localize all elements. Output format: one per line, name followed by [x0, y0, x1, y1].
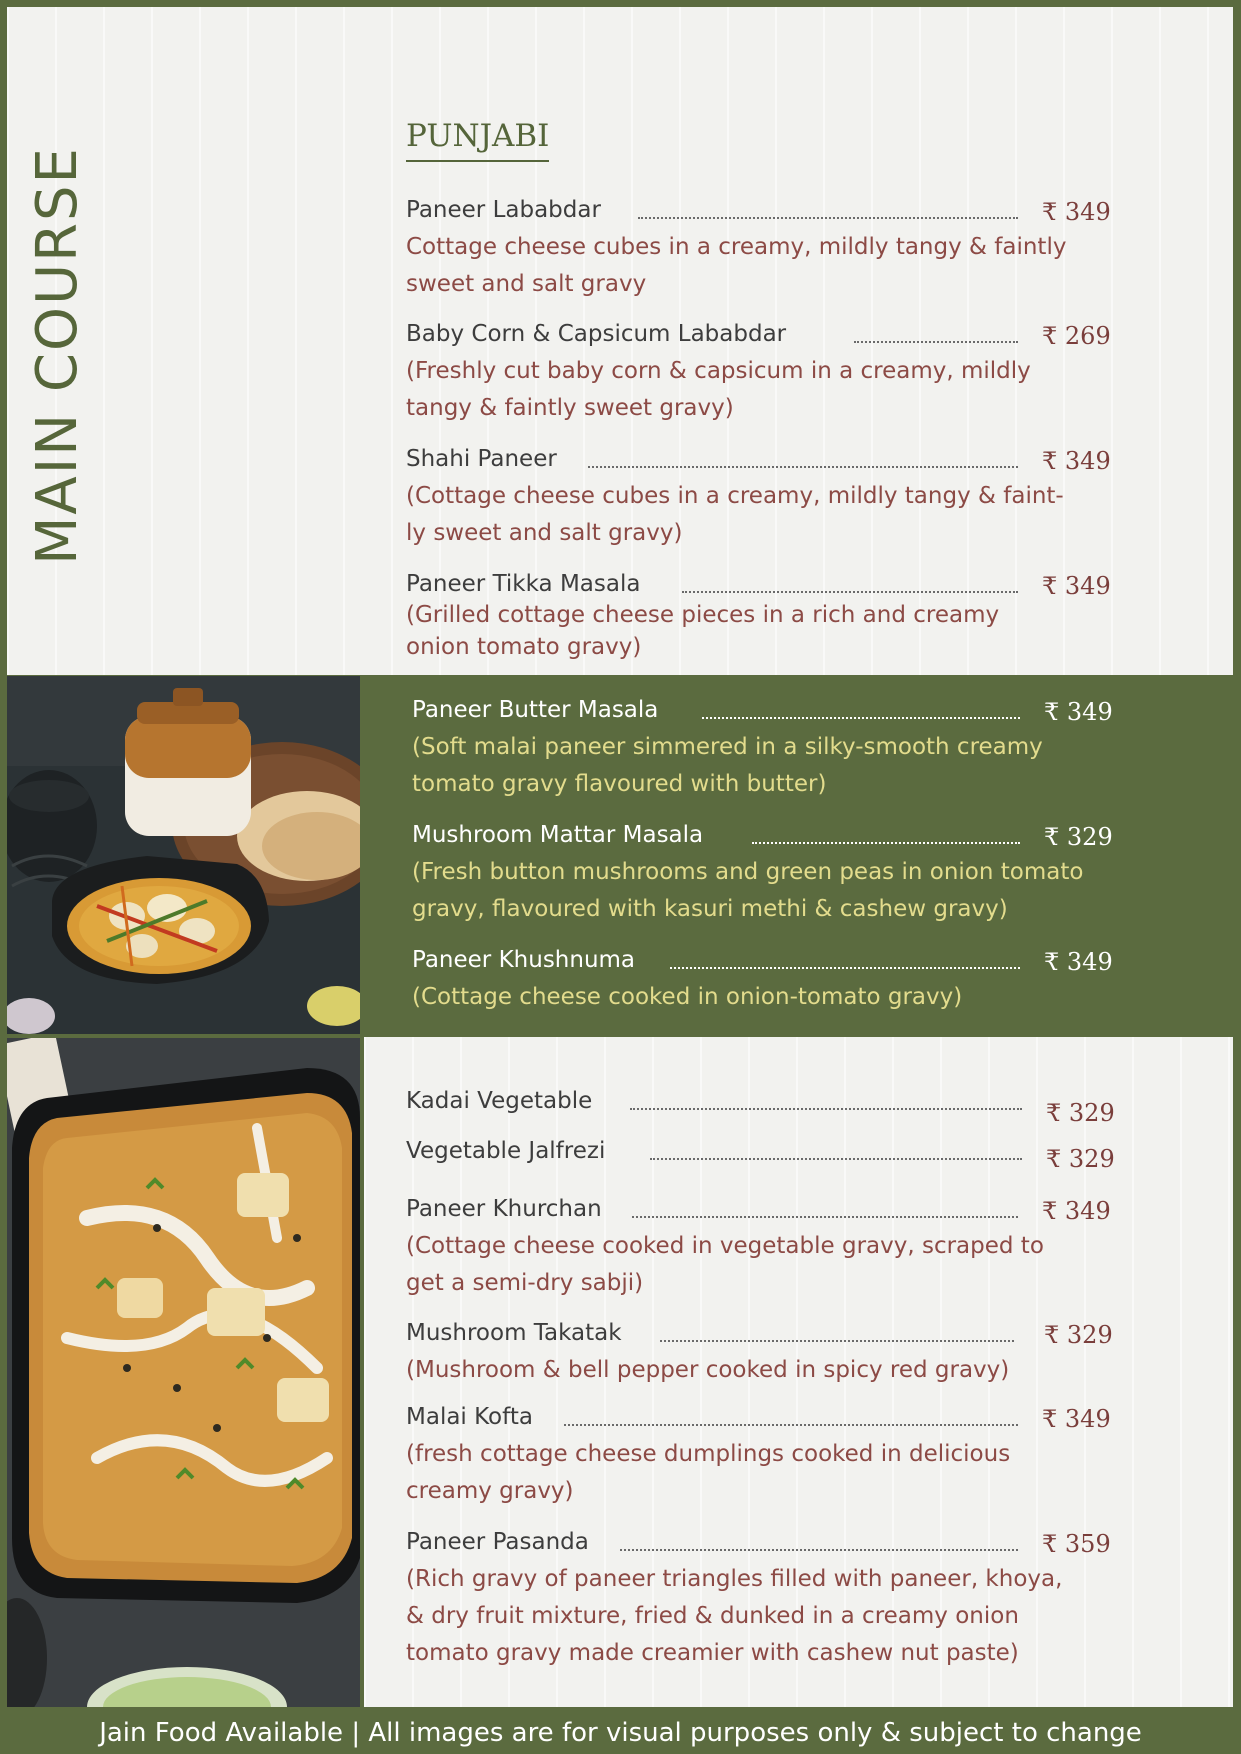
item-description	[406, 229, 1118, 303]
menu-item	[406, 444, 1118, 552]
item-name: Malai Kofta	[406, 1404, 533, 1430]
description-line: tomato gravy made creamier with cashew nut paste)	[406, 1640, 1019, 1666]
description-line: Cottage cheese cubes in a creamy, mildly tangy & faintly	[406, 234, 1067, 260]
menu-item	[406, 1086, 1118, 1127]
dot-leader	[632, 1206, 1018, 1218]
item-price: ₹ 329	[1046, 1145, 1115, 1173]
item-price: ₹ 359	[1042, 1530, 1111, 1558]
menu-item	[406, 1527, 1118, 1672]
item-price: ₹ 349	[1042, 572, 1111, 600]
item-description	[412, 854, 1124, 928]
menu-item	[412, 695, 1124, 803]
dot-leader	[660, 1330, 1014, 1342]
food-photo-curry-bowl	[7, 676, 360, 1034]
item-name: Mushroom Takatak	[406, 1320, 622, 1346]
page-title-container	[22, 80, 92, 630]
item-price: ₹ 329	[1044, 1321, 1113, 1349]
description-line: (Soft malai paneer simmered in a silky-smooth creamy	[412, 734, 1043, 760]
description-line: (Fresh button mushrooms and green peas in onion tomato	[412, 859, 1084, 885]
dot-leader	[620, 1539, 1018, 1551]
item-price: ₹ 349	[1042, 447, 1111, 475]
menu-item	[406, 569, 1118, 663]
item-description	[406, 478, 1118, 552]
item-name: Kadai Vegetable	[406, 1088, 593, 1114]
item-description	[406, 599, 1118, 663]
item-price: ₹ 349	[1042, 1405, 1111, 1433]
description-line: (Mushroom & bell pepper cooked in spicy red gravy)	[406, 1357, 1010, 1383]
dot-leader	[682, 581, 1018, 593]
item-name: Vegetable Jalfrezi	[406, 1138, 606, 1164]
description-line: (fresh cottage cheese dumplings cooked in delicious	[406, 1441, 1011, 1467]
description-line: onion tomato gravy)	[406, 634, 642, 660]
description-line: ly sweet and salt gravy)	[406, 520, 683, 546]
food-photo-paneer-gravy	[7, 1038, 360, 1707]
item-price: ₹ 349	[1044, 698, 1113, 726]
dot-leader	[670, 957, 1020, 969]
footer-disclaimer: Jain Food Available | All images are for visual purposes only & subject to change	[99, 1718, 1142, 1748]
description-line: & dry fruit mixture, fried & dunked in a creamy onion	[406, 1603, 1019, 1629]
dot-leader	[752, 832, 1020, 844]
item-price: ₹ 349	[1042, 1197, 1111, 1225]
section-heading: PUNJABI	[406, 118, 549, 162]
dot-leader	[854, 331, 1018, 343]
menu-item	[406, 1402, 1118, 1510]
item-price: ₹ 349	[1044, 948, 1113, 976]
dot-leader	[650, 1148, 1022, 1160]
description-line: sweet and salt gravy	[406, 271, 647, 297]
menu-item	[412, 820, 1124, 928]
menu-item	[406, 195, 1118, 303]
item-description	[412, 979, 1124, 1016]
page-title: MAIN COURSE	[24, 145, 90, 565]
description-line: (Freshly cut baby corn & capsicum in a creamy, mildly	[406, 358, 1031, 384]
item-description	[412, 729, 1124, 803]
description-line: (Cottage cheese cooked in onion-tomato gravy)	[412, 984, 963, 1010]
description-line: (Cottage cheese cubes in a creamy, mildly tangy & faint-	[406, 483, 1064, 509]
description-line: tangy & faintly sweet gravy)	[406, 395, 734, 421]
item-description	[406, 1352, 1118, 1389]
dot-leader	[588, 456, 1018, 468]
description-line: gravy, flavoured with kasuri methi & cashew gravy)	[412, 896, 1008, 922]
item-name: Baby Corn & Capsicum Lababdar	[406, 321, 787, 347]
item-name: Paneer Lababdar	[406, 197, 601, 223]
item-price: ₹ 349	[1042, 198, 1111, 226]
item-price: ₹ 329	[1046, 1099, 1115, 1127]
dot-leader	[702, 707, 1020, 719]
item-name: Shahi Paneer	[406, 446, 557, 472]
item-name: Paneer Pasanda	[406, 1529, 589, 1555]
item-price: ₹ 329	[1044, 823, 1113, 851]
description-line: (Rich gravy of paneer triangles filled with paneer, khoya,	[406, 1566, 1063, 1592]
description-line: (Cottage cheese cooked in vegetable gravy, scraped to	[406, 1233, 1044, 1259]
item-name: Paneer Tikka Masala	[406, 571, 641, 597]
menu-item	[412, 945, 1124, 1016]
item-name: Mushroom Mattar Masala	[412, 822, 704, 848]
item-description	[406, 1228, 1118, 1302]
dot-leader	[638, 207, 1018, 219]
description-line: tomato gravy flavoured with butter)	[412, 771, 827, 797]
item-price: ₹ 269	[1042, 322, 1111, 350]
description-line: get a semi-dry sabji)	[406, 1270, 644, 1296]
menu-item	[406, 1136, 1118, 1173]
dot-leader	[630, 1098, 1022, 1110]
description-line: creamy gravy)	[406, 1478, 574, 1504]
item-description	[406, 1561, 1118, 1672]
item-description	[406, 353, 1118, 427]
menu-item	[406, 1194, 1118, 1302]
item-description	[406, 1436, 1118, 1510]
item-name: Paneer Butter Masala	[412, 697, 659, 723]
menu-item	[406, 1318, 1118, 1389]
menu-item	[406, 319, 1118, 427]
dot-leader	[564, 1414, 1018, 1426]
item-name: Paneer Khushnuma	[412, 947, 636, 973]
item-name: Paneer Khurchan	[406, 1196, 602, 1222]
description-line: (Grilled cottage cheese pieces in a rich and creamy	[406, 602, 1000, 628]
